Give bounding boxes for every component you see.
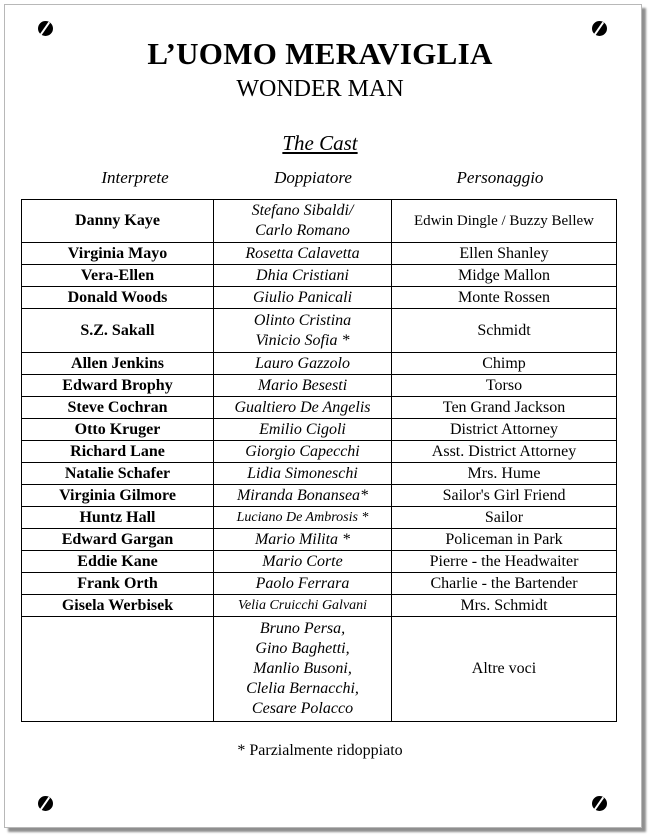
dubber-cell — [214, 441, 392, 463]
screw-icon — [592, 21, 607, 36]
role-cell: Sailor's Girl Friend — [392, 485, 617, 507]
screw-icon — [38, 796, 53, 811]
table-row — [22, 375, 617, 397]
actor-cell: Danny Kaye — [22, 200, 214, 243]
actor-cell: S.Z. Sakall — [22, 309, 214, 353]
role-cell: Mrs. Hume — [392, 463, 617, 485]
table-row — [22, 243, 617, 265]
cast-table — [21, 199, 617, 722]
role-cell: Mrs. Schmidt — [392, 595, 617, 617]
dubber-name: Miranda Bonansea* — [236, 486, 369, 504]
dubber-cell — [214, 419, 392, 441]
role-cell: Monte Rossen — [392, 287, 617, 309]
role-cell: Pierre - the Headwaiter — [392, 551, 617, 573]
actor-cell: Huntz Hall — [22, 507, 214, 529]
role-cell: Schmidt — [392, 309, 617, 353]
dubber-cell — [214, 375, 392, 397]
dubber-name: Velia Cruicchi Galvani — [237, 597, 368, 613]
actor-cell: Edward Gargan — [22, 529, 214, 551]
table-row — [22, 309, 617, 353]
dubber-cell — [214, 309, 392, 353]
dubber-name: Giulio Panicali — [252, 288, 353, 306]
table-row — [22, 265, 617, 287]
role-cell: Policeman in Park — [392, 529, 617, 551]
dubber-name: Emilio Cigoli — [259, 420, 346, 438]
role-cell: Sailor — [392, 507, 617, 529]
column-header-dubber: Doppiatore — [274, 168, 352, 187]
dubber-name: Manlio Busoni, — [253, 660, 352, 677]
actor-cell: Edward Brophy — [22, 375, 214, 397]
table-row — [22, 617, 617, 722]
role-cell: Chimp — [392, 353, 617, 375]
table-row — [22, 200, 617, 243]
role-cell: Altre voci — [392, 617, 617, 722]
dubber-cell — [214, 617, 392, 722]
dubber-name: Clelia Bernacchi, — [246, 680, 359, 697]
dubber-cell — [214, 551, 392, 573]
table-row — [22, 551, 617, 573]
dubber-name: Stefano Sibaldi/ — [251, 202, 354, 219]
table-row — [22, 463, 617, 485]
table-row — [22, 529, 617, 551]
page-subtitle: WONDER MAN — [236, 76, 404, 102]
actor-cell: Frank Orth — [22, 573, 214, 595]
actor-cell: Otto Kruger — [22, 419, 214, 441]
dubber-cell — [214, 573, 392, 595]
dubber-name: Mario Corte — [262, 552, 343, 570]
actor-cell: Virginia Mayo — [22, 243, 214, 265]
role-cell: Ellen Shanley — [392, 243, 617, 265]
role-cell: Ten Grand Jackson — [392, 397, 617, 419]
dubber-name: Carlo Romano — [255, 222, 350, 239]
dubber-cell — [214, 265, 392, 287]
dubber-cell — [214, 200, 392, 243]
table-row — [22, 573, 617, 595]
page-title: L’UOMO MERAVIGLIA — [147, 36, 493, 71]
role-cell: Edwin Dingle / Buzzy Bellew — [392, 200, 617, 243]
screw-icon — [38, 21, 53, 36]
actor-cell: Virginia Gilmore — [22, 485, 214, 507]
footnote: * Parzialmente ridoppiato — [237, 742, 403, 759]
column-header-actor: Interprete — [101, 168, 169, 187]
dubber-name: Bruno Persa, — [259, 620, 346, 637]
role-cell: Asst. District Attorney — [392, 441, 617, 463]
dubber-name: Mario Milita * — [254, 530, 351, 548]
dubber-cell — [214, 485, 392, 507]
actor-cell: Allen Jenkins — [22, 353, 214, 375]
table-row — [22, 595, 617, 617]
dubber-name: Luciano De Ambrosis * — [236, 509, 369, 525]
dubber-name: Gualtiero De Angelis — [234, 398, 371, 416]
actor-cell: Richard Lane — [22, 441, 214, 463]
table-row — [22, 485, 617, 507]
dubber-name: Paolo Ferrara — [255, 574, 350, 592]
dubber-name: Mario Besesti — [257, 376, 348, 394]
actor-cell: Donald Woods — [22, 287, 214, 309]
dubber-cell — [214, 463, 392, 485]
actor-cell: Vera-Ellen — [22, 265, 214, 287]
table-row — [22, 353, 617, 375]
role-cell: Midge Mallon — [392, 265, 617, 287]
dubber-cell — [214, 287, 392, 309]
actor-cell: Eddie Kane — [22, 551, 214, 573]
role-cell: Torso — [392, 375, 617, 397]
dubber-cell — [214, 529, 392, 551]
dubber-name: Gino Baghetti, — [255, 640, 350, 657]
dubber-name: Lidia Simoneschi — [247, 464, 358, 482]
section-title: The Cast — [282, 131, 358, 155]
dubber-cell — [214, 243, 392, 265]
actor-cell — [22, 617, 214, 722]
table-row — [22, 507, 617, 529]
dubber-name: Olinto Cristina — [253, 311, 352, 329]
dubber-name: Giorgio Capecchi — [245, 442, 360, 460]
dubber-name: Dhia Cristiani — [256, 266, 349, 284]
dubber-cell — [214, 397, 392, 419]
table-row — [22, 419, 617, 441]
role-cell: District Attorney — [392, 419, 617, 441]
column-header-role: Personaggio — [456, 168, 544, 187]
dubber-cell — [214, 507, 392, 529]
actor-cell: Gisela Werbisek — [22, 595, 214, 617]
role-cell: Charlie - the Bartender — [392, 573, 617, 595]
screw-icon — [592, 796, 607, 811]
table-row — [22, 287, 617, 309]
actor-cell: Natalie Schafer — [22, 463, 214, 485]
actor-cell: Steve Cochran — [22, 397, 214, 419]
table-row — [22, 397, 617, 419]
dubber-name: Rosetta Calavetta — [245, 244, 360, 262]
dubber-name: Cesare Polacco — [251, 700, 354, 717]
dubber-cell — [214, 595, 392, 617]
dubber-name: Vinicio Sofia * — [255, 331, 350, 349]
dubber-cell — [214, 353, 392, 375]
dubber-name: Lauro Gazzolo — [255, 354, 350, 372]
table-row — [22, 441, 617, 463]
